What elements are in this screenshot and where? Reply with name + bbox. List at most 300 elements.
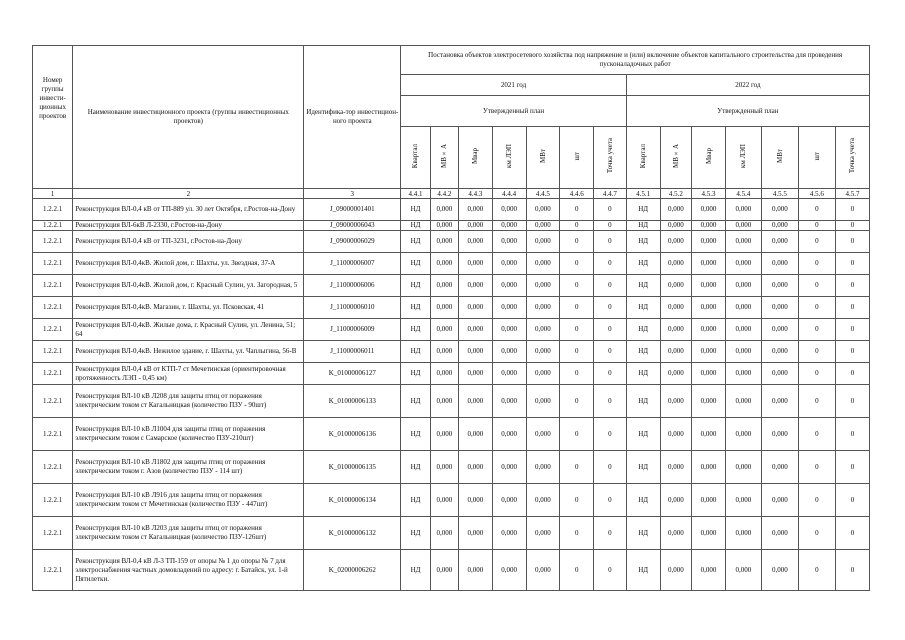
cell-value: 0: [798, 385, 835, 418]
cell-value: 0,000: [660, 275, 692, 297]
cell-value: 0,000: [430, 341, 458, 363]
cell-project-name: Реконструкция ВЛ-0,4кВ. Магазин, г. Шахты, ул. Псковская, 41: [73, 297, 304, 319]
cell-project-name: Реконструкция ВЛ-0,4 кВ от ТП-889 ул. 30 лет Октября, г.Ростов-на-Дону: [73, 199, 304, 221]
cell-value: 0,000: [725, 231, 761, 253]
cell-value: 0: [594, 550, 627, 591]
cell-value: 0,000: [492, 418, 526, 451]
cell-value: НД: [626, 221, 660, 231]
cell-value: 0,000: [761, 221, 798, 231]
cell-value: 0,000: [692, 517, 726, 550]
cell-value: 0,000: [430, 550, 458, 591]
header-unit: [761, 127, 798, 189]
cell-project-id: J_11000006007: [304, 253, 401, 275]
cell-value: 0: [798, 221, 835, 231]
cell-group-number: 1.2.2.1: [33, 319, 73, 341]
cell-value: 0: [835, 341, 869, 363]
cell-group-number: 1.2.2.1: [33, 253, 73, 275]
column-number: 4.5.3: [692, 189, 726, 199]
cell-value: 0,000: [526, 341, 560, 363]
cell-value: НД: [626, 275, 660, 297]
cell-value: 0: [798, 550, 835, 591]
table-row: [33, 297, 870, 319]
cell-project-id: J_11000006011: [304, 341, 401, 363]
cell-project-id: K_01000006136: [304, 418, 401, 451]
cell-value: 0,000: [459, 275, 493, 297]
cell-group-number: 1.2.2.1: [33, 517, 73, 550]
cell-value: 0: [594, 199, 627, 221]
cell-value: 0,000: [430, 199, 458, 221]
cell-value: 0,000: [761, 275, 798, 297]
cell-value: 0,000: [725, 484, 761, 517]
cell-value: 0: [835, 253, 869, 275]
header-unit: [798, 127, 835, 189]
cell-value: 0: [798, 231, 835, 253]
cell-value: 0,000: [492, 253, 526, 275]
cell-value: 0,000: [725, 221, 761, 231]
cell-value: 0,000: [692, 221, 726, 231]
cell-value: 0: [798, 297, 835, 319]
cell-value: 0: [560, 385, 594, 418]
cell-value: 0,000: [660, 363, 692, 385]
cell-value: 0,000: [725, 199, 761, 221]
cell-value: НД: [401, 517, 430, 550]
cell-value: 0: [835, 231, 869, 253]
cell-value: 0,000: [459, 451, 493, 484]
cell-value: 0,000: [430, 451, 458, 484]
cell-group-number: 1.2.2.1: [33, 451, 73, 484]
cell-group-number: 1.2.2.1: [33, 418, 73, 451]
cell-group-number: 1.2.2.1: [33, 341, 73, 363]
cell-value: 0,000: [459, 418, 493, 451]
cell-value: 0,000: [761, 385, 798, 418]
cell-value: НД: [626, 341, 660, 363]
cell-value: 0,000: [660, 199, 692, 221]
cell-value: 0,000: [761, 231, 798, 253]
cell-value: 0: [560, 341, 594, 363]
table-row: [33, 363, 870, 385]
cell-value: 0,000: [761, 363, 798, 385]
header-unit-label: Квартал: [411, 143, 420, 169]
cell-value: 0,000: [492, 385, 526, 418]
table-row: [33, 484, 870, 517]
cell-value: 0: [594, 363, 627, 385]
cell-value: 0,000: [660, 484, 692, 517]
cell-value: НД: [626, 484, 660, 517]
header-unit-label: МВ×А: [671, 144, 680, 168]
cell-value: 0,000: [492, 363, 526, 385]
cell-value: 0,000: [459, 319, 493, 341]
column-number: 4.5.5: [761, 189, 798, 199]
cell-value: 0: [594, 517, 627, 550]
cell-value: 0,000: [660, 517, 692, 550]
cell-group-number: 1.2.2.1: [33, 484, 73, 517]
cell-value: 0: [560, 319, 594, 341]
cell-project-name: Реконструкция ВЛ-10 кВ Л916 для защиты птиц от поражения электрическим током ст Мечетинская (количество ПЗУ - 447шт): [73, 484, 304, 517]
header-unit-label: км ЛЭП: [505, 143, 514, 168]
cell-value: 0,000: [459, 484, 493, 517]
header-plan-2022: Утвержденный план: [626, 96, 869, 127]
cell-value: 0: [594, 451, 627, 484]
cell-value: НД: [401, 484, 430, 517]
cell-value: 0,000: [492, 451, 526, 484]
cell-value: 0: [560, 451, 594, 484]
cell-value: 0,000: [430, 297, 458, 319]
cell-project-id: J_09000006043: [304, 221, 401, 231]
cell-value: НД: [626, 253, 660, 275]
cell-value: 0,000: [725, 341, 761, 363]
column-number: 4.5.7: [835, 189, 869, 199]
cell-value: 0,000: [660, 451, 692, 484]
cell-value: 0,000: [492, 297, 526, 319]
cell-value: 0,000: [692, 253, 726, 275]
cell-value: 0,000: [761, 517, 798, 550]
cell-value: НД: [626, 363, 660, 385]
header-unit: [692, 127, 726, 189]
cell-project-id: K_01000006127: [304, 363, 401, 385]
cell-value: 0,000: [526, 550, 560, 591]
cell-value: 0,000: [459, 199, 493, 221]
cell-value: НД: [626, 451, 660, 484]
cell-value: 0,000: [526, 297, 560, 319]
cell-value: 0: [594, 297, 627, 319]
column-number: 3: [304, 189, 401, 199]
cell-project-id: K_02000006262: [304, 550, 401, 591]
header-unit-label: МВт: [775, 149, 784, 163]
cell-value: 0,000: [660, 297, 692, 319]
cell-value: НД: [401, 418, 430, 451]
cell-value: 0,000: [459, 550, 493, 591]
cell-project-id: J_11000006010: [304, 297, 401, 319]
header-unit-label: Точка учета: [605, 138, 614, 174]
cell-project-id: J_09000006029: [304, 231, 401, 253]
cell-value: 0,000: [492, 517, 526, 550]
cell-value: 0: [560, 221, 594, 231]
cell-group-number: 1.2.2.1: [33, 199, 73, 221]
cell-value: 0,000: [526, 517, 560, 550]
cell-value: 0: [835, 484, 869, 517]
cell-value: 0,000: [725, 275, 761, 297]
cell-project-name: Реконструкция ВЛ-10 кВ Л208 для защиты птиц от поражения электрическим током ст Кагальницкая (количество ПЗУ - 90шт): [73, 385, 304, 418]
cell-value: НД: [401, 275, 430, 297]
cell-value: 0,000: [692, 199, 726, 221]
cell-value: 0,000: [430, 231, 458, 253]
header-unit: [430, 127, 458, 189]
cell-value: 0,000: [692, 385, 726, 418]
cell-value: 0,000: [692, 418, 726, 451]
table-row: [33, 199, 870, 221]
header-unit: [492, 127, 526, 189]
column-number: 4.5.1: [626, 189, 660, 199]
header-project-name: Наименование инвестиционного проекта (группы инвестиционных проектов): [73, 46, 304, 189]
cell-value: 0,000: [660, 550, 692, 591]
cell-value: 0,000: [761, 319, 798, 341]
cell-value: НД: [626, 199, 660, 221]
cell-value: 0,000: [430, 221, 458, 231]
cell-value: 0,000: [492, 275, 526, 297]
header-unit-label: Точка учета: [848, 138, 857, 174]
cell-value: 0: [594, 221, 627, 231]
table-row: [33, 275, 870, 297]
cell-value: 0,000: [660, 418, 692, 451]
cell-value: 0,000: [526, 484, 560, 517]
table-row: [33, 550, 870, 591]
header-unit-label: Мвар: [471, 147, 480, 165]
cell-value: НД: [401, 319, 430, 341]
cell-value: 0,000: [725, 517, 761, 550]
cell-value: 0: [798, 319, 835, 341]
cell-value: 0: [798, 418, 835, 451]
cell-value: 0,000: [492, 484, 526, 517]
cell-value: 0: [594, 341, 627, 363]
cell-value: 0: [560, 418, 594, 451]
cell-value: 0: [835, 319, 869, 341]
header-unit-label: МВт: [538, 149, 547, 163]
cell-project-id: K_01000006134: [304, 484, 401, 517]
cell-value: 0: [798, 363, 835, 385]
header-unit: [401, 127, 430, 189]
cell-group-number: 1.2.2.1: [33, 550, 73, 591]
cell-project-name: Реконструкция ВЛ-0,4 кВ от КТП-7 ст Мечетинская (ориентировочная протяженность ЛЭП - 0,45 км): [73, 363, 304, 385]
column-number: 4.5.4: [725, 189, 761, 199]
cell-value: 0,000: [526, 451, 560, 484]
cell-value: 0: [798, 275, 835, 297]
cell-value: 0: [594, 253, 627, 275]
cell-project-id: J_11000006006: [304, 275, 401, 297]
cell-project-name: Реконструкция ВЛ-0,4кВ. Нежилое здание, г. Шахты, ул. Чаплыгина, 56-В: [73, 341, 304, 363]
table-row: [33, 221, 870, 231]
cell-value: 0,000: [459, 221, 493, 231]
cell-project-name: Реконструкция ВЛ-0,4кВ. Жилые дома, г. Красный Сулин, ул. Ленина, 51; 64: [73, 319, 304, 341]
cell-value: НД: [401, 199, 430, 221]
cell-value: 0,000: [526, 253, 560, 275]
column-number: 4.4.1: [401, 189, 430, 199]
cell-value: 0: [594, 275, 627, 297]
header-top-title: Постановка объектов электросетевого хозяйства под напряжение и (или) включение объектов капитального строительства для проведения пусконаладочных работ: [401, 46, 870, 75]
cell-value: НД: [401, 221, 430, 231]
table-row: [33, 319, 870, 341]
header-unit: [835, 127, 869, 189]
cell-value: 0,000: [526, 319, 560, 341]
cell-project-name: Реконструкция ВЛ-10 кВ Л1802 для защиты птиц от поражения электрическим током г. Азов (количество ПЗУ - 114 шт): [73, 451, 304, 484]
cell-value: 0: [798, 451, 835, 484]
cell-value: НД: [626, 231, 660, 253]
cell-value: НД: [401, 341, 430, 363]
table-row: [33, 341, 870, 363]
cell-value: 0: [798, 253, 835, 275]
cell-value: 0,000: [526, 199, 560, 221]
column-number: 4.5.2: [660, 189, 692, 199]
cell-value: НД: [401, 451, 430, 484]
cell-value: 0: [835, 275, 869, 297]
column-number: 4.4.5: [526, 189, 560, 199]
cell-value: 0,000: [725, 385, 761, 418]
cell-value: 0,000: [492, 319, 526, 341]
cell-value: 0,000: [459, 517, 493, 550]
table-row: [33, 517, 870, 550]
header-unit: [660, 127, 692, 189]
investment-table: [32, 45, 870, 591]
cell-value: 0: [835, 221, 869, 231]
cell-value: 0,000: [725, 297, 761, 319]
cell-project-name: Реконструкция ВЛ-6кВ Л-2330, г.Ростов-на-Дону: [73, 221, 304, 231]
header-project-id: Идентифика-тор инвестицион-ного проекта: [304, 46, 401, 189]
cell-value: 0: [560, 253, 594, 275]
cell-value: 0: [835, 517, 869, 550]
header-plan-2021: Утвержденный план: [401, 96, 626, 127]
header-group-number: Номер группы инвести-ционных проектов: [33, 46, 73, 189]
cell-value: 0,000: [660, 221, 692, 231]
cell-value: 0,000: [492, 221, 526, 231]
cell-value: 0: [835, 385, 869, 418]
cell-value: 0,000: [430, 253, 458, 275]
cell-value: 0,000: [660, 231, 692, 253]
cell-value: НД: [626, 385, 660, 418]
column-number: 4.4.6: [560, 189, 594, 199]
cell-value: 0,000: [725, 253, 761, 275]
cell-value: 0,000: [761, 253, 798, 275]
cell-value: 0,000: [761, 341, 798, 363]
cell-value: 0,000: [526, 363, 560, 385]
cell-project-name: Реконструкция ВЛ-0,4кВ. Жилой дом, г. Шахты, ул. Звездная, 37-А: [73, 253, 304, 275]
cell-value: 0,000: [492, 550, 526, 591]
cell-value: 0: [560, 550, 594, 591]
cell-value: 0: [594, 484, 627, 517]
cell-value: 0,000: [660, 341, 692, 363]
cell-value: 0,000: [692, 484, 726, 517]
cell-value: НД: [626, 418, 660, 451]
cell-value: 0,000: [761, 484, 798, 517]
cell-value: 0,000: [526, 385, 560, 418]
cell-value: 0,000: [660, 385, 692, 418]
header-unit-label: Мвар: [704, 147, 713, 165]
cell-value: 0,000: [492, 341, 526, 363]
header-year-2022: 2022 год: [626, 75, 869, 96]
cell-group-number: 1.2.2.1: [33, 231, 73, 253]
header-unit-label: МВ×А: [440, 144, 449, 168]
cell-value: 0: [835, 363, 869, 385]
cell-value: 0,000: [725, 550, 761, 591]
cell-value: 0,000: [761, 199, 798, 221]
cell-value: 0,000: [492, 231, 526, 253]
cell-value: 0: [835, 418, 869, 451]
cell-group-number: 1.2.2.1: [33, 385, 73, 418]
cell-value: 0,000: [430, 484, 458, 517]
cell-value: 0,000: [692, 550, 726, 591]
cell-value: 0,000: [692, 363, 726, 385]
cell-value: НД: [626, 550, 660, 591]
table-row: [33, 451, 870, 484]
cell-value: 0,000: [761, 297, 798, 319]
cell-value: 0,000: [725, 319, 761, 341]
cell-project-id: K_01000006132: [304, 517, 401, 550]
column-number: 2: [73, 189, 304, 199]
cell-value: 0,000: [430, 517, 458, 550]
cell-value: 0,000: [430, 319, 458, 341]
cell-project-name: Реконструкция ВЛ-10 кВ Л1004 для защиты птиц от поражения электрическим током с Самарское (количество ПЗУ-210шт): [73, 418, 304, 451]
cell-value: 0: [560, 199, 594, 221]
cell-value: 0,000: [459, 231, 493, 253]
cell-project-id: J_11000006009: [304, 319, 401, 341]
cell-value: 0: [560, 231, 594, 253]
column-number: 4.4.4: [492, 189, 526, 199]
table-row: [33, 385, 870, 418]
column-number: 4.4.7: [594, 189, 627, 199]
cell-group-number: 1.2.2.1: [33, 297, 73, 319]
header-unit-label: шт: [572, 151, 581, 161]
cell-value: 0,000: [660, 319, 692, 341]
header-unit: [459, 127, 493, 189]
header-year-2021: 2021 год: [401, 75, 626, 96]
cell-value: 0,000: [526, 275, 560, 297]
cell-value: НД: [401, 550, 430, 591]
cell-value: 0: [560, 484, 594, 517]
cell-value: 0,000: [526, 418, 560, 451]
cell-value: НД: [401, 363, 430, 385]
cell-value: 0,000: [692, 319, 726, 341]
cell-value: 0,000: [761, 418, 798, 451]
cell-value: 0: [835, 451, 869, 484]
cell-project-name: Реконструкция ВЛ-0,4 кВ Л-3 ТП-159 от опоры № 1 до опоры № 7 для электроснабжения частных домовладений по адресу: г. Батайск, ул. 1-й Пятилетки.: [73, 550, 304, 591]
cell-value: 0,000: [725, 451, 761, 484]
cell-value: 0: [560, 275, 594, 297]
cell-value: НД: [401, 385, 430, 418]
cell-value: 0,000: [526, 221, 560, 231]
column-number: 4.5.6: [798, 189, 835, 199]
cell-value: 0: [798, 484, 835, 517]
cell-value: 0: [560, 297, 594, 319]
cell-value: НД: [401, 253, 430, 275]
cell-value: 0,000: [492, 199, 526, 221]
cell-value: 0: [835, 297, 869, 319]
cell-value: 0,000: [725, 418, 761, 451]
cell-value: 0,000: [692, 297, 726, 319]
cell-value: НД: [626, 517, 660, 550]
cell-value: НД: [626, 319, 660, 341]
cell-project-name: Реконструкция ВЛ-0,4кВ. Жилой дом, г. Красный Сулин, ул. Загородная, 5: [73, 275, 304, 297]
header-unit: [725, 127, 761, 189]
cell-value: 0,000: [692, 451, 726, 484]
cell-value: НД: [401, 297, 430, 319]
cell-project-name: Реконструкция ВЛ-0,4 кВ от ТП-3231, г.Ростов-на-Дону: [73, 231, 304, 253]
column-number: 4.4.3: [459, 189, 493, 199]
cell-value: 0: [594, 385, 627, 418]
table-row: [33, 231, 870, 253]
cell-value: 0: [798, 199, 835, 221]
cell-project-name: Реконструкция ВЛ-10 кВ Л203 для защиты птиц от поражения электрическим током ст Кагальницкая (количество ПЗУ-126шт): [73, 517, 304, 550]
cell-value: 0: [594, 319, 627, 341]
cell-value: 0: [798, 341, 835, 363]
cell-project-id: K_01000006135: [304, 451, 401, 484]
cell-value: 0,000: [692, 231, 726, 253]
column-number: 4.4.2: [430, 189, 458, 199]
cell-value: 0,000: [459, 385, 493, 418]
table-row: [33, 418, 870, 451]
cell-group-number: 1.2.2.1: [33, 221, 73, 231]
cell-value: 0,000: [459, 253, 493, 275]
table-row: [33, 253, 870, 275]
cell-value: 0,000: [725, 363, 761, 385]
header-unit: [594, 127, 627, 189]
cell-value: 0: [798, 517, 835, 550]
cell-value: 0: [594, 418, 627, 451]
cell-group-number: 1.2.2.1: [33, 275, 73, 297]
cell-value: 0,000: [692, 275, 726, 297]
header-unit: [526, 127, 560, 189]
header-unit-label: км ЛЭП: [739, 143, 748, 168]
column-number: 1: [33, 189, 73, 199]
cell-value: 0: [835, 550, 869, 591]
cell-value: НД: [401, 231, 430, 253]
